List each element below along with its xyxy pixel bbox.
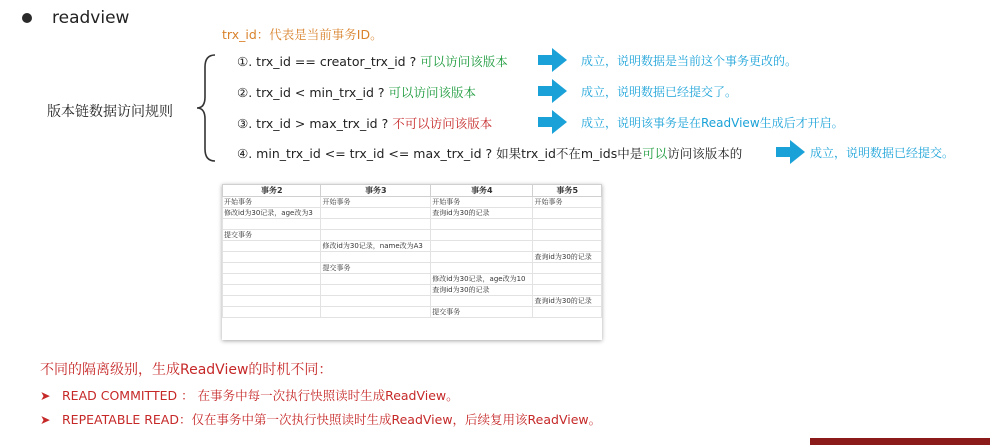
table-cell — [321, 307, 431, 318]
table-cell: 提交事务 — [431, 307, 533, 318]
table-row — [223, 285, 602, 296]
table-header: 事务5 — [533, 185, 602, 197]
curly-brace — [195, 53, 217, 163]
table-header: 事务4 — [431, 185, 533, 197]
table-cell — [533, 285, 602, 296]
table-row — [223, 274, 602, 285]
rule-3-verdict: 不可以访问该版本 — [392, 116, 493, 131]
rules-title: 版本链数据访问规则 — [47, 104, 173, 120]
table-cell — [431, 252, 533, 263]
table-cell — [223, 274, 321, 285]
table-row — [223, 263, 602, 274]
table-cell — [223, 285, 321, 296]
table-body — [223, 197, 602, 318]
isolation-item-text: REPEATABLE READ：仅在事务中第一次执行快照读时生成ReadView，后续复用该ReadView。 — [62, 412, 602, 427]
table-cell — [431, 263, 533, 274]
table-cell — [321, 296, 431, 307]
rule-4-tail: 访问该版本的 — [667, 146, 743, 161]
table-cell — [431, 219, 533, 230]
isolation-title: 不同的隔离级别，生成ReadView的时机不同： — [40, 362, 333, 378]
table-cell — [223, 219, 321, 230]
table-cell: 查询id为30的记录 — [533, 252, 602, 263]
arrow-right-icon — [538, 47, 568, 73]
isolation-item — [40, 410, 601, 428]
table-cell: 查询id为30的记录 — [431, 285, 533, 296]
rule-2-num: ②. — [237, 85, 253, 100]
table-cell — [223, 252, 321, 263]
section-heading: readview — [52, 8, 130, 28]
rule-2-conclusion: 成立，说明数据已经提交了。 — [581, 85, 738, 99]
rule-4 — [237, 144, 742, 162]
table-cell — [431, 296, 533, 307]
table-row — [223, 219, 602, 230]
rule-4-verdict: 可以 — [642, 146, 668, 161]
table-cell — [223, 241, 321, 252]
table-cell — [223, 263, 321, 274]
trx-id-note: trx_id：代表是当前事务ID。 — [222, 27, 383, 42]
arrow-bullet-icon: ➤ — [40, 388, 51, 403]
rule-1-conclusion: 成立，说明数据是当前这个事务更改的。 — [581, 54, 798, 68]
isolation-item-text: READ COMMITTED ： 在事务中每一次执行快照读时生成ReadView。 — [62, 388, 459, 403]
table-cell — [223, 307, 321, 318]
rule-1-verdict: 可以访问该版本 — [420, 54, 508, 69]
rule-1 — [237, 52, 508, 70]
table-cell — [533, 230, 602, 241]
rule-1-num: ①. — [237, 54, 253, 69]
table-cell: 查询id为30的记录 — [533, 296, 602, 307]
transaction-table — [222, 184, 602, 318]
table-cell — [321, 274, 431, 285]
table-cell — [533, 241, 602, 252]
arrow-bullet-icon: ➤ — [40, 412, 51, 427]
table-cell: 修改id为30记录，age改为3 — [223, 208, 321, 219]
table-row — [223, 296, 602, 307]
table-cell — [321, 208, 431, 219]
table-row — [223, 208, 602, 219]
table-cell — [533, 219, 602, 230]
rule-2-cond: trx_id < min_trx_id ? — [256, 85, 385, 100]
arrow-right-icon — [538, 109, 568, 135]
table-cell: 开始事务 — [431, 197, 533, 208]
table-cell — [431, 241, 533, 252]
table-cell — [533, 263, 602, 274]
table-header: 事务2 — [223, 185, 321, 197]
table-cell: 修改id为30记录，name改为A3 — [321, 241, 431, 252]
rule-3 — [237, 114, 492, 132]
arrow-right-icon — [776, 139, 806, 165]
table-cell — [533, 208, 602, 219]
rule-3-cond: trx_id > max_trx_id ? — [256, 116, 389, 131]
table-cell — [431, 230, 533, 241]
table-cell — [321, 252, 431, 263]
table-header-row — [223, 185, 602, 197]
table-cell: 开始事务 — [223, 197, 321, 208]
isolation-item — [40, 386, 459, 404]
rule-4-conclusion: 成立，说明数据已经提交。 — [810, 146, 955, 160]
transaction-table-image — [222, 184, 602, 340]
table-cell: 提交事务 — [223, 230, 321, 241]
table-row — [223, 307, 602, 318]
table-cell: 开始事务 — [321, 197, 431, 208]
rule-3-conclusion: 成立，说明该事务是在ReadView生成后才开启。 — [581, 116, 844, 130]
table-cell — [321, 230, 431, 241]
table-row — [223, 241, 602, 252]
rule-2 — [237, 83, 476, 101]
rule-4-num: ④. — [237, 146, 253, 161]
table-row — [223, 197, 602, 208]
table-cell — [321, 219, 431, 230]
table-header: 事务3 — [321, 185, 431, 197]
rule-3-num: ③. — [237, 116, 253, 131]
table-row — [223, 230, 602, 241]
arrow-right-icon — [538, 78, 568, 104]
table-cell — [321, 285, 431, 296]
table-row — [223, 252, 602, 263]
table-cell — [223, 296, 321, 307]
table-cell: 查询id为30的记录 — [431, 208, 533, 219]
table-cell — [533, 274, 602, 285]
table-cell: 提交事务 — [321, 263, 431, 274]
table-cell: 开始事务 — [533, 197, 602, 208]
rule-4-cond: min_trx_id <= trx_id <= max_trx_id ? 如果trx_id不在m_ids中是 — [256, 146, 643, 161]
table-cell — [533, 307, 602, 318]
video-overlay-bar — [810, 438, 990, 445]
bullet-dot — [22, 13, 32, 23]
rule-1-cond: trx_id == creator_trx_id ? — [256, 54, 417, 69]
rule-2-verdict: 可以访问该版本 — [388, 85, 477, 100]
table-cell: 修改id为30记录，age改为10 — [431, 274, 533, 285]
